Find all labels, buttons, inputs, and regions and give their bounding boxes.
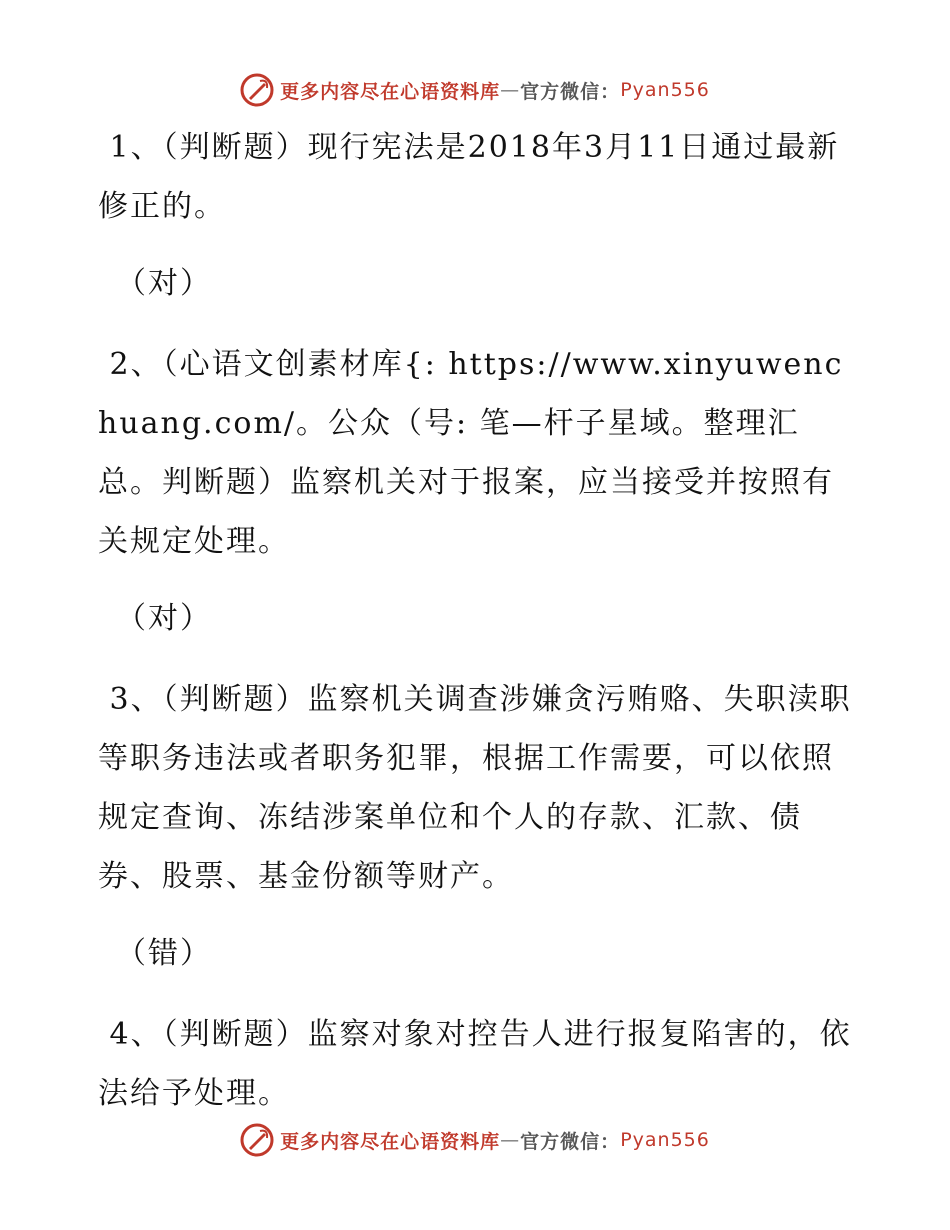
question-text: 3、（判断题）监察机关调查涉嫌贪污贿赂、失职渎职等职务违法或者职务犯罪，根据工作需要，可以依照规定查询、冻结涉案单位和个人的存款、汇款、债券、股票、基金份额等财产。 bbox=[98, 682, 852, 894]
question-item bbox=[98, 1005, 858, 1123]
banner-wechat-id: Pyan556 bbox=[620, 79, 710, 101]
banner-wechat-label: 官方微信： bbox=[520, 80, 621, 103]
feather-pen-icon bbox=[240, 1123, 274, 1157]
banner-separator: — bbox=[500, 1129, 521, 1151]
question-answer: （错） bbox=[116, 936, 212, 971]
banner-brand-text: 更多内容尽在心语资料库 bbox=[280, 80, 501, 103]
banner-separator: — bbox=[500, 79, 521, 101]
feather-pen-icon bbox=[240, 73, 274, 107]
banner-brand-text: 更多内容尽在心语资料库 bbox=[280, 1130, 501, 1153]
question-item bbox=[98, 670, 858, 983]
question-item bbox=[98, 118, 858, 313]
question-answer: （对） bbox=[116, 601, 212, 636]
question-list bbox=[98, 118, 858, 1141]
banner-wechat-id: Pyan556 bbox=[620, 1129, 710, 1151]
question-text: 2、（心语文创素材库{: https://www.xinyuwenchuang.com/。公众（号: 笔—杆子星域。整理汇总。判断题）监察机关对于报案，应当接受并按照有关规定处理。 bbox=[98, 347, 844, 559]
banner-wechat-label: 官方微信： bbox=[520, 1130, 621, 1153]
question-text: 1、（判断题）现行宪法是2018年3月11日通过最新修正的。 bbox=[98, 130, 840, 224]
header-banner bbox=[0, 70, 950, 110]
question-item bbox=[98, 335, 858, 648]
footer-banner bbox=[0, 1120, 950, 1160]
question-text: 4、（判断题）监察对象对控告人进行报复陷害的，依法给予处理。 bbox=[98, 1017, 852, 1111]
question-answer: （对） bbox=[116, 266, 212, 301]
